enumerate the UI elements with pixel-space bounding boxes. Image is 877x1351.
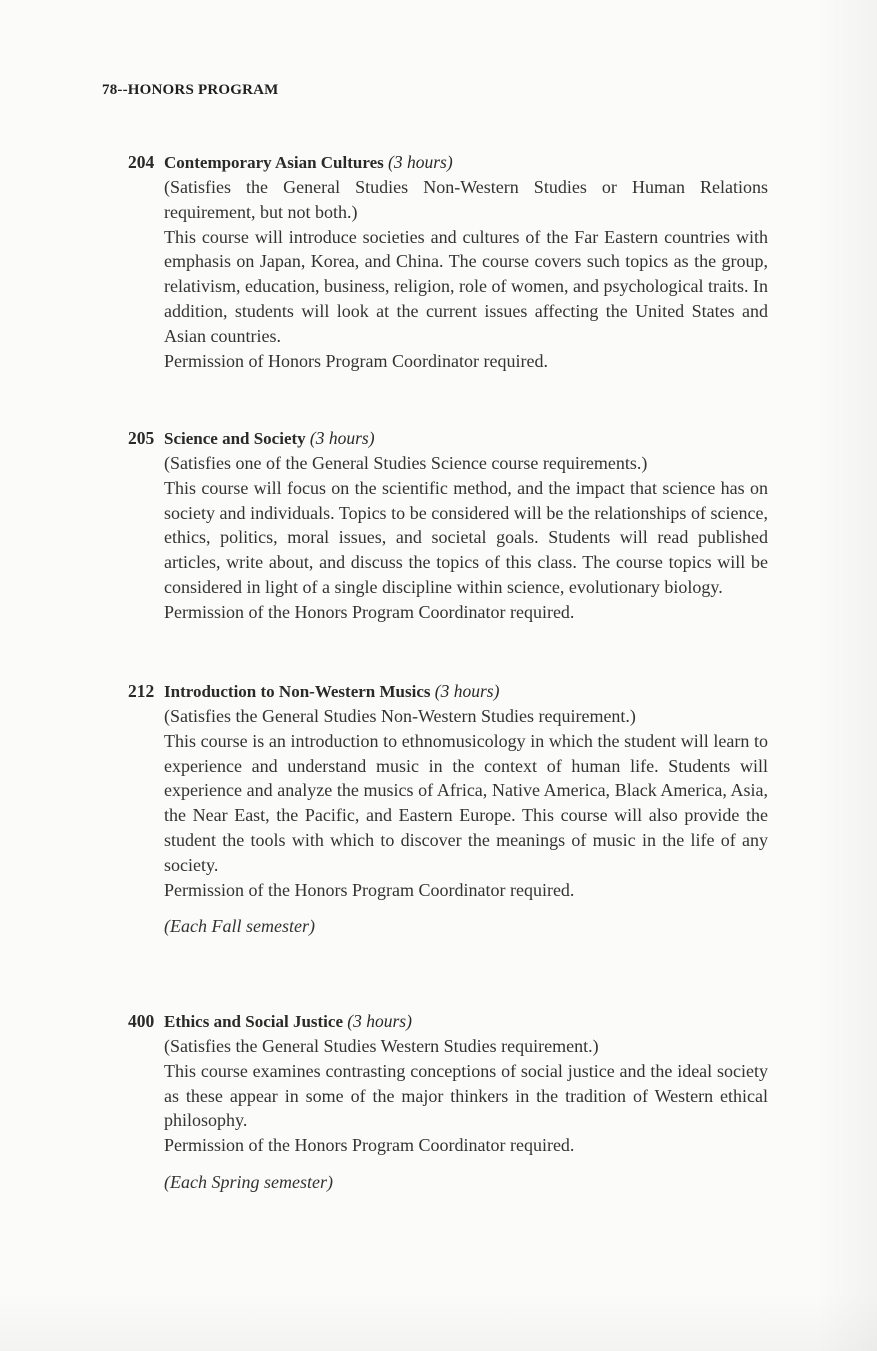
course-heading [128,425,768,451]
course-semester: (Each Spring semester) [164,1171,333,1192]
course-number: 205 [128,428,155,448]
course-body [164,1034,768,1195]
course-semester: (Each Fall semester) [164,916,315,937]
course-title: Ethics and Social Justice [164,1012,343,1031]
course-title-line [164,1008,412,1035]
course-number: 212 [128,681,155,701]
course-title-line [164,425,375,452]
course-requirement-note: (Satisfies the General Studies Non-Western Studies or Human Relations requirement, but not both.) [164,177,768,222]
course-heading [128,1008,768,1034]
course-permission: Permission of the Honors Program Coordinator required. [164,601,575,622]
course-hours: (3 hours) [434,681,500,701]
course-title: Contemporary Asian Cultures [164,153,384,172]
course-body [164,704,768,939]
course-body [164,451,768,625]
page-bottom-shadow [0,1291,877,1351]
course-description: This course examines contrasting conceptions of social justice and the ideal society as these appear in some of the major thinkers in the tradition of Western ethical philosophy. [164,1060,768,1131]
running-head: 78--HONORS PROGRAM [102,82,279,98]
course-permission: Permission of the Honors Program Coordinator required. [164,879,575,900]
page-edge-shadow [817,0,877,1351]
course-hours: (3 hours) [309,428,375,448]
course-description: This course will focus on the scientific method, and the impact that science has on society and individuals. Topics to be considered will be the relationships of science, ethics, politics, moral issues, and societal goals. Students will read published articles, write about, and discuss the topics of this class. The course topics will be considered in light of a single discipline within science, evolutionary biology. [164,477,768,597]
course-heading [128,149,768,175]
course-entry-205 [128,425,768,625]
course-hours: (3 hours) [347,1011,412,1031]
course-entry-400 [128,1008,768,1195]
course-description: This course is an introduction to ethnomusicology in which the student will learn to experience and understand music in the context of human life. Students will experience and analyze the musics of Africa, Native America, Black America, Asia, the Near East, the Pacific, and Eastern Europe. This course will also provide the student the tools with which to discover the meanings of music in the life of any society. [164,730,768,875]
course-number: 204 [128,152,155,172]
course-requirement-note: (Satisfies the General Studies Western Studies requirement.) [164,1036,599,1056]
course-title: Science and Society [164,429,306,448]
course-permission: Permission of the Honors Program Coordinator required. [164,1135,575,1156]
course-requirement-note: (Satisfies the General Studies Non-Western Studies requirement.) [164,706,636,726]
course-hours: (3 hours) [388,152,453,172]
course-description: This course will introduce societies and cultures of the Far Eastern countries with emphasis on Japan, Korea, and China. The course covers such topics as the group, relativism, education, business, religion, role of women, and psychological traits. In addition, students will look at the current issues affecting the United States and Asian countries. [164,226,768,346]
course-body [164,175,768,373]
course-title-line [164,678,499,705]
course-heading [128,678,768,704]
course-number: 400 [128,1011,155,1031]
course-permission: Permission of Honors Program Coordinator required. [164,350,548,371]
course-entry-212 [128,678,768,939]
course-requirement-note: (Satisfies one of the General Studies Science course requirements.) [164,453,648,473]
course-entry-204 [128,149,768,373]
course-title: Introduction to Non-Western Musics [164,682,431,701]
course-title-line [164,149,453,176]
